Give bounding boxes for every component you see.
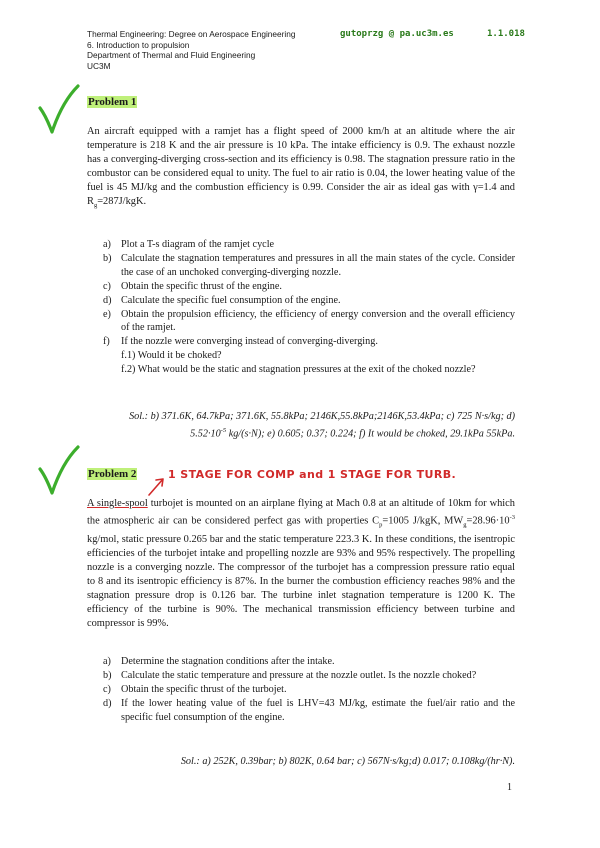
- problem1-r-subscript: g: [93, 202, 98, 210]
- item-text: Calculate the stagnation temperatures and pressures in all the main states of the cycle. Consider the case of an unchoked converging-diverging nozzle.: [121, 252, 515, 278]
- header-department: Department of Thermal and Fluid Engineering: [87, 50, 256, 60]
- statement-text: =28.96·10: [466, 515, 510, 527]
- problem1-statement: [87, 125, 515, 214]
- item-label: c): [103, 683, 111, 695]
- item-label: a): [103, 656, 111, 667]
- item-text: Calculate the specific fuel consumption of the engine.: [121, 294, 341, 306]
- list-item: [87, 238, 515, 252]
- problem1-title-text: Problem 1: [88, 96, 137, 108]
- page-number: 1: [507, 782, 512, 793]
- header-university: UC3M: [87, 60, 111, 71]
- item-label: d): [103, 697, 112, 709]
- item-label: a): [103, 239, 111, 250]
- item-text: Obtain the specific thrust of the turbojet.: [121, 683, 287, 695]
- problem1-solution: [103, 410, 515, 441]
- list-item: [87, 252, 515, 280]
- item-label: c): [103, 280, 111, 292]
- solution-text: Sol.: b) 371.6K, 64.7kPa; 371.6K, 55.8kPa; 2146K,55.8kPa;2146K,53.4kPa; c) 725 N·s/kg; d) 5.52·10: [129, 411, 515, 440]
- subitem-f1: f.1) Would it be choked?: [121, 350, 222, 362]
- item-text: Calculate the static temperature and pressure at the nozzle outlet. Is the nozzle choked?: [121, 669, 477, 681]
- header-course: Thermal Engineering: Degree on Aerospace Engineering: [87, 29, 296, 39]
- handwritten-date: 1.1.018: [487, 29, 525, 39]
- problem1-questions: [87, 238, 515, 377]
- item-label: e): [103, 308, 111, 320]
- item-text: Determine the stagnation conditions after the intake.: [121, 656, 335, 667]
- item-label: f): [103, 336, 110, 348]
- list-item: [87, 308, 515, 336]
- subitem-f2: f.2) What would be the static and stagnation pressures at the exit of the choked nozzle?: [121, 364, 476, 376]
- statement-text: turbojet is mounted on an airplane flying at Mach 0.8 at an altitude of 10km for which the atmospheric air can be considered perfect gas with properties C: [87, 498, 515, 527]
- problem2-questions: [87, 655, 515, 725]
- green-check-icon: [36, 443, 82, 499]
- cp-subscript: p: [379, 521, 383, 529]
- problem1-statement-text: An aircraft equipped with a ramjet has a flight speed of 2000 km/h at an altitude where the air temperature is 218 K and the air pressure is 10 kPa. The intake efficiency is 0.9. The exhaust nozzle has a converging-diverging cross-section and its efficiency is 0.98. The stagnation pressure ratio in the combustor can be considered equal to unity. The fuel to air ratio is 0.04, the lower heating value of the fuel is 45 MJ/kg and the combustion efficiency is 0.99. Consider the air as ideal gas with γ=1.4 and R: [87, 126, 515, 208]
- item-text: If the nozzle were converging instead of converging-diverging.: [121, 336, 378, 348]
- list-item: [87, 280, 515, 294]
- green-check-icon: [36, 82, 82, 138]
- item-label: d): [103, 294, 112, 306]
- exponent-superscript: -3: [509, 514, 515, 522]
- list-item: [87, 683, 515, 697]
- problem2-solution: Sol.: a) 252K, 0.39bar; b) 802K, 0.64 bar; c) 567N·s/kg;d) 0.017; 0.108kg/(hr·N).: [180, 756, 515, 767]
- mw-subscript: g: [463, 521, 467, 529]
- arrow-icon: [146, 474, 168, 498]
- statement-text: kg/mol, static pressure 0.265 bar and the static temperature 223.3 K. In these conditions, the isentropic efficiencies of the turbojet intake and propelling nozzle are 93% and 95% respectively. The propelling nozzle is a converging nozzle. The compressor of the turbojet has a compression pressure ratio equal to 8 and its isentropic efficiency is 87%. In the burner the combustion efficiency reaches 98% and the stagnation pressure drop is 0.126 bar. The turbine inlet stagnation temperature is 1200 K. The efficiency of the turbine is 90%. The mechanical transmission efficiency between turbine and compressor is 99%.: [87, 533, 515, 630]
- statement-text: =1005 J/kgK, MW: [382, 515, 464, 527]
- problem2-title-text: Problem 2: [88, 468, 137, 480]
- handwritten-note: 1 STAGE FOR COMP and 1 STAGE FOR TURB.: [168, 468, 457, 481]
- item-text: If the lower heating value of the fuel is LHV=43 MJ/kg, estimate the fuel/air ratio and the specific fuel consumption of the engine.: [121, 697, 515, 723]
- item-text: Obtain the specific thrust of the engine.: [121, 280, 282, 292]
- underlined-text: A single-spool: [87, 498, 148, 509]
- item-label: b): [103, 252, 112, 264]
- problem1-title: [87, 96, 137, 108]
- problem2-title: [87, 468, 137, 480]
- list-item: [87, 294, 515, 308]
- item-text: Plot a T-s diagram of the ramjet cycle: [121, 239, 275, 250]
- list-item: [87, 669, 515, 683]
- solution-text-end: kg/(s·N); e) 0.605; 0.37; 0.224; f) It would be choked, 29.1kPa 55kPa.: [226, 428, 515, 440]
- item-label: b): [103, 669, 112, 681]
- handwritten-email: gutoprzg @ pa.uc3m.es: [340, 29, 454, 39]
- header-topic: 6. Introduction to propulsion: [87, 39, 190, 50]
- problem1-statement-end: =287J/kgK.: [97, 196, 147, 208]
- item-text: Obtain the propulsion efficiency, the efficiency of energy conversion and the overall efficiency of the ramjet.: [121, 308, 515, 334]
- list-item: [87, 655, 515, 669]
- solution-superscript: -5: [220, 427, 227, 434]
- document-header: [87, 29, 295, 71]
- list-item: [87, 697, 515, 725]
- list-item: [87, 335, 515, 349]
- problem2-statement: [87, 497, 515, 631]
